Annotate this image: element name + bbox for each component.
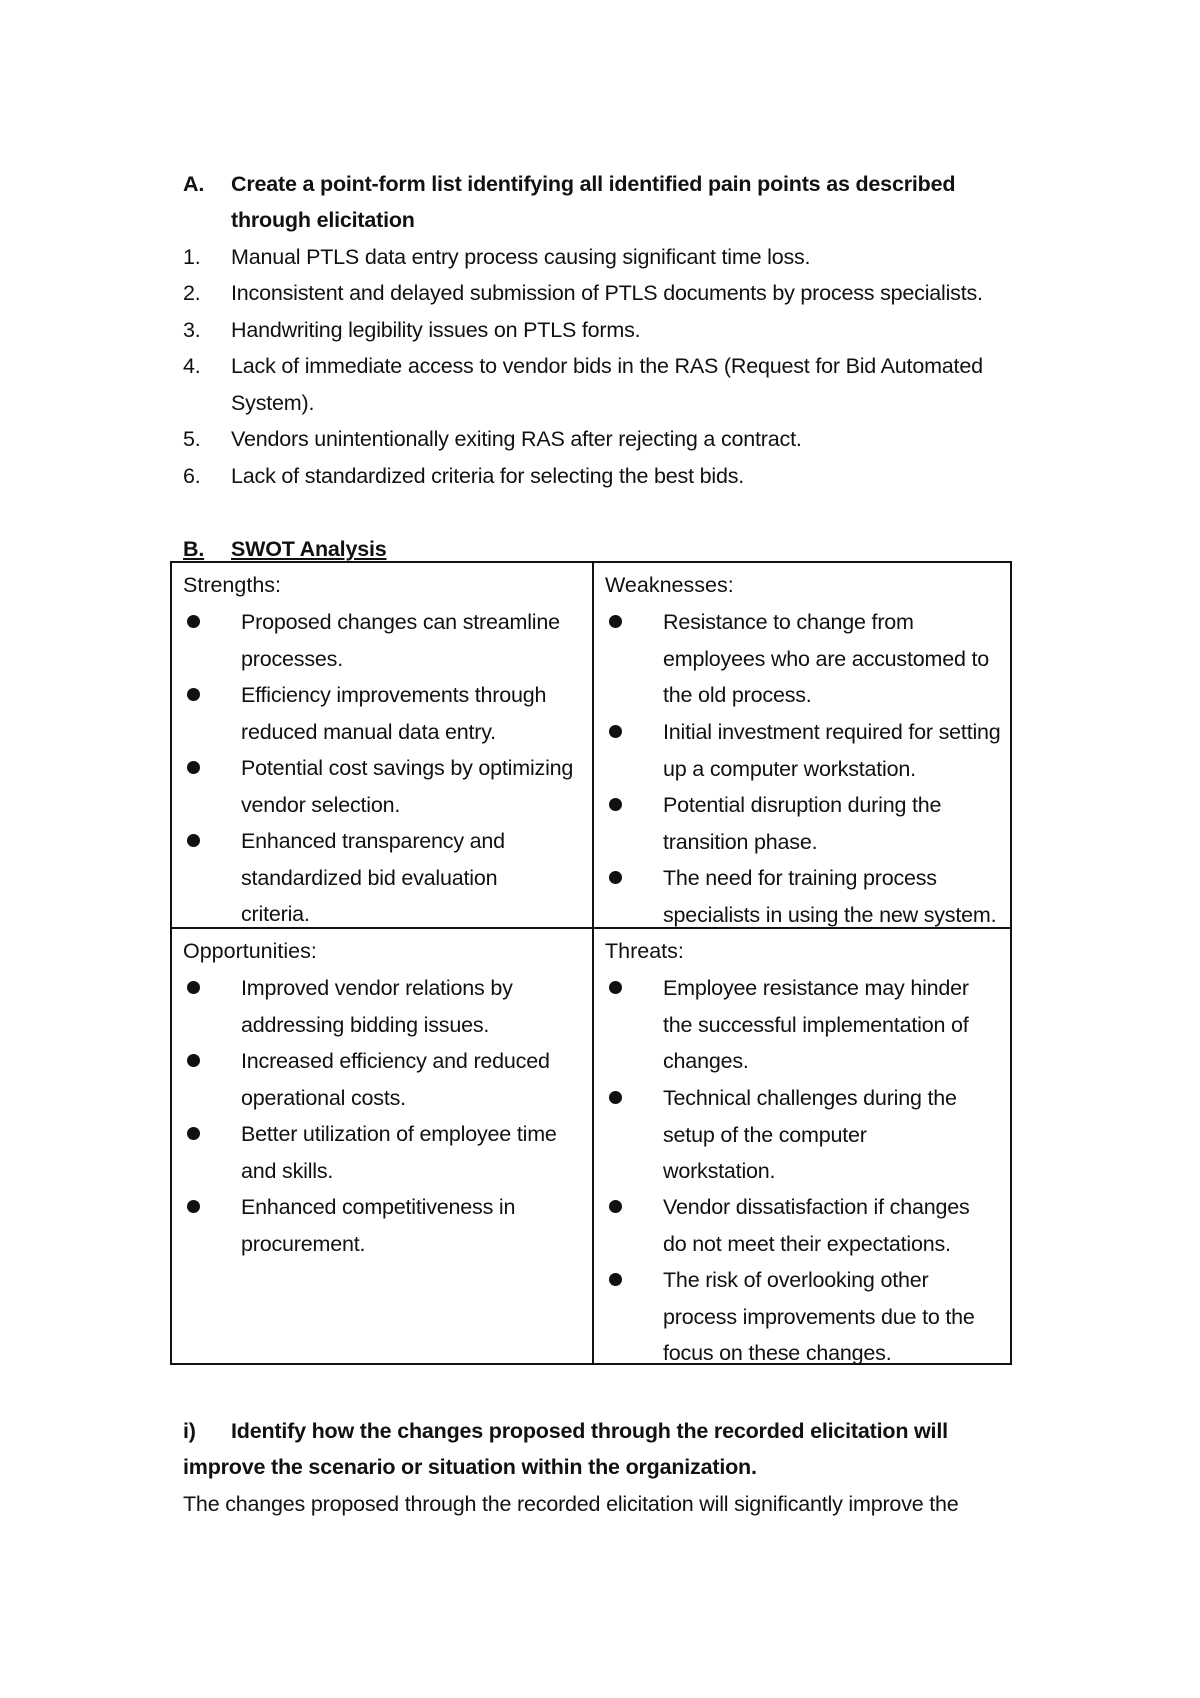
strengths-cell — [172, 563, 592, 927]
strengths-title: Strengths: — [183, 573, 281, 597]
weakness-text: Potential disruption during the transition phase. — [663, 793, 942, 854]
pain-point-number: 2. — [183, 281, 201, 305]
pain-point-text: Inconsistent and delayed submission of PTLS documents by process specialists. — [231, 281, 983, 305]
section-a-heading-line1: Create a point-form list identifying all identified pain points as described — [231, 172, 956, 196]
bullet-icon — [609, 981, 622, 994]
swot-table — [170, 561, 1012, 1365]
bullet-icon — [187, 615, 200, 628]
bullet-icon — [187, 761, 200, 774]
threat-text: The risk of overlooking other process improvements due to the focus on these changes. — [663, 1268, 975, 1365]
section-i-heading-cont: improve the scenario or situation within the organization. — [183, 1455, 757, 1479]
threats-title: Threats: — [605, 939, 684, 963]
bullet-icon — [187, 1054, 200, 1067]
pain-point-text: Lack of immediate access to vendor bids in the RAS (Request for Bid Automated — [231, 354, 983, 378]
pain-point-text: Lack of standardized criteria for selecting the best bids. — [231, 464, 745, 488]
bullet-icon — [187, 834, 200, 847]
bullet-icon — [609, 871, 622, 884]
section-i-heading-line1: Identify how the changes proposed through the recorded elicitation will — [231, 1419, 948, 1443]
bullet-icon — [609, 615, 622, 628]
weaknesses-title: Weaknesses: — [605, 573, 734, 597]
bullet-icon — [609, 725, 622, 738]
opportunities-title: Opportunities: — [183, 939, 317, 963]
threat-text: Vendor dissatisfaction if changes do not meet their expectations. — [663, 1195, 970, 1256]
threat-text: Technical challenges during the setup of the computer workstation. — [663, 1086, 957, 1183]
pain-point-number: 6. — [183, 464, 201, 488]
pain-point-number: 5. — [183, 427, 201, 451]
weakness-text: Initial investment required for setting up a computer workstation. — [663, 720, 1001, 781]
bullet-icon — [187, 1200, 200, 1213]
section-a-heading-line2: through elicitation — [231, 208, 415, 232]
section-i-body: The changes proposed through the recorded elicitation will significantly improve the — [183, 1492, 959, 1516]
bullet-icon — [609, 1091, 622, 1104]
section-a-marker: A. — [183, 172, 205, 196]
opportunity-text: Enhanced competitiveness in procurement. — [241, 1195, 516, 1256]
threat-text: Employee resistance may hinder the successful implementation of changes. — [663, 976, 969, 1073]
section-b-marker: B. — [183, 537, 205, 561]
bullet-icon — [609, 1273, 622, 1286]
pain-point-text: System). — [231, 391, 315, 415]
pain-point-text: Handwriting legibility issues on PTLS forms. — [231, 318, 641, 342]
opportunity-text: Increased efficiency and reduced operational costs. — [241, 1049, 550, 1110]
strength-text: Enhanced transparency and standardized bid evaluation criteria. — [241, 829, 505, 926]
bullet-icon — [187, 981, 200, 994]
opportunities-cell — [172, 929, 592, 1365]
bullet-icon — [609, 1200, 622, 1213]
bullet-icon — [187, 1127, 200, 1140]
opportunity-text: Better utilization of employee time and skills. — [241, 1122, 557, 1183]
pain-point-number: 1. — [183, 245, 201, 269]
bullet-icon — [609, 798, 622, 811]
swot-title: SWOT Analysis — [231, 537, 387, 561]
pain-point-number: 3. — [183, 318, 201, 342]
bullet-icon — [187, 688, 200, 701]
weakness-text: The need for training process specialists in using the new system. — [663, 866, 997, 927]
strength-text: Efficiency improvements through reduced manual data entry. — [241, 683, 547, 744]
pain-point-text: Manual PTLS data entry process causing significant time loss. — [231, 245, 811, 269]
threats-cell — [594, 929, 1012, 1365]
weaknesses-cell — [594, 563, 1012, 927]
section-i-marker: i) — [183, 1419, 196, 1443]
weakness-text: Resistance to change from employees who are accustomed to the old process. — [663, 610, 990, 707]
strength-text: Potential cost savings by optimizing vendor selection. — [241, 756, 574, 817]
pain-point-number: 4. — [183, 354, 201, 378]
strength-text: Proposed changes can streamline processes. — [241, 610, 560, 671]
opportunity-text: Improved vendor relations by addressing bidding issues. — [241, 976, 513, 1037]
pain-point-text: Vendors unintentionally exiting RAS after rejecting a contract. — [231, 427, 802, 451]
